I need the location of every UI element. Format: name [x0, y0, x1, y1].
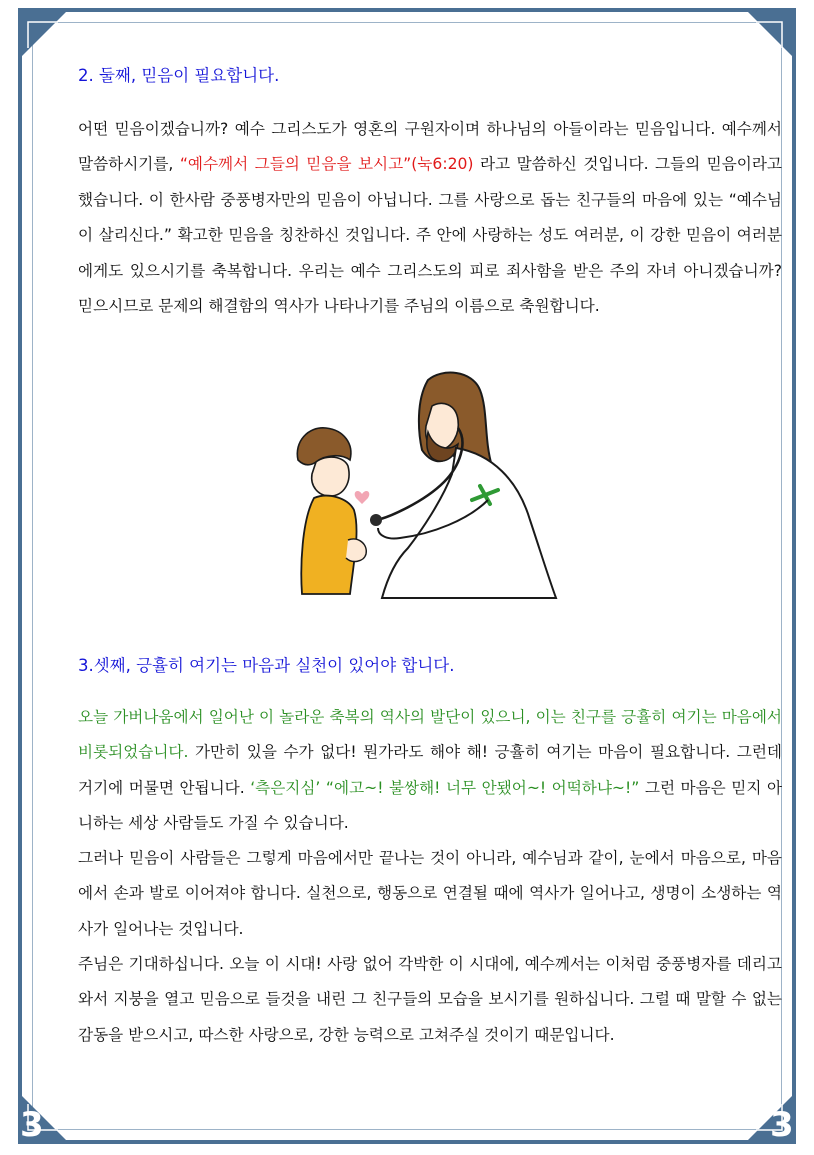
corner-ornament-top-right: [744, 8, 796, 60]
section-2-paragraph: [54, 112, 782, 324]
jesus-doctor-child-illustration: [292, 370, 560, 600]
section-3-paragraph-1: [54, 700, 782, 842]
section-2-heading: 2. 둘째, 믿음이 필요합니다.: [78, 66, 280, 85]
blessing-origin-text: 오늘 가버나움에서 일어난 이 놀라운 축복의 역사의 발단이 있으니, 이는 친구를 긍휼히 여기는 마음에서 비롯되었습니다.: [78, 708, 782, 762]
page-number-right: 3: [770, 1105, 794, 1145]
page-number-left: 3: [20, 1105, 44, 1145]
compassion-quote: ‘측은지심’ “에고~! 불쌍해! 너무 안됐어~! 어떡하냐~!”: [250, 778, 640, 797]
section-2-text-b: 라고 말씀하신 것입니다. 그들의 믿음이라고 했습니다. 이 한사람 중풍병자만의 믿음이 아닙니다. 그를 사랑으로 돕는 친구들의 마음에 있는 “예수님이 살리신다.” 확고한 믿음을 칭찬하신 것입니다. 주 안에 사랑하는 성도 여러분, 이 강한 믿음이 여러분에게도 있으시기를 축복합니다. 우리는 예수 그리스도의 피로 죄사함을 받은 주의 자녀 아니겠습니까? 믿으시므로 문제의 해결함의 역사가 나타나기를 주님의 이름으로 축원합니다.: [78, 155, 782, 316]
section-3-heading: 3.셋째, 긍휼히 여기는 마음과 실천이 있어야 합니다.: [78, 656, 455, 675]
section-3-text-c: 그런 마음은 믿지 아니하는 세상 사람들도 가질 수 있습니다.: [78, 778, 783, 833]
luke-quote: “예수께서 그들의 믿음을 보시고”(눅6:20): [179, 155, 474, 174]
section-3-text-b: 가만히 있을 수가 없다! 뭔가라도 해야 해! 긍휼히 여기는 마음이 필요합니다. 그런데 거기에 머물면 안됩니다.: [78, 743, 782, 797]
section-3-paragraph-2: 그러나 믿음이 사람들은 그렇게 마음에서만 끝나는 것이 아니라, 예수님과 같이, 눈에서 마음으로, 마음에서 손과 발로 이어져야 합니다. 실천으로, 행동으로 연결될 때에 역사가 일어나고, 생명이 소생하는 역사가 일어나는 것입니다.: [78, 849, 782, 938]
corner-ornament-top-left: [18, 8, 70, 60]
section-2-text-a: 어떤 믿음이겠습니까? 예수 그리스도가 영혼의 구원자이며 하나님의 아들이라는 믿음입니다. 예수께서 말씀하시기를,: [78, 120, 782, 174]
section-3-paragraph-3: 주님은 기대하십니다. 오늘 이 시대! 사랑 없어 각박한 이 시대에, 예수께서는 이처럼 중풍병자를 데리고 와서 지붕을 열고 믿음으로 들것을 내린 그 친구들의 모습을 보시기를 원하십니다. 그럴 때 말할 수 없는 감동을 받으시고, 따스한 사랑으로, 강한 능력으로 고쳐주실 것이기 때문입니다.: [78, 955, 782, 1044]
